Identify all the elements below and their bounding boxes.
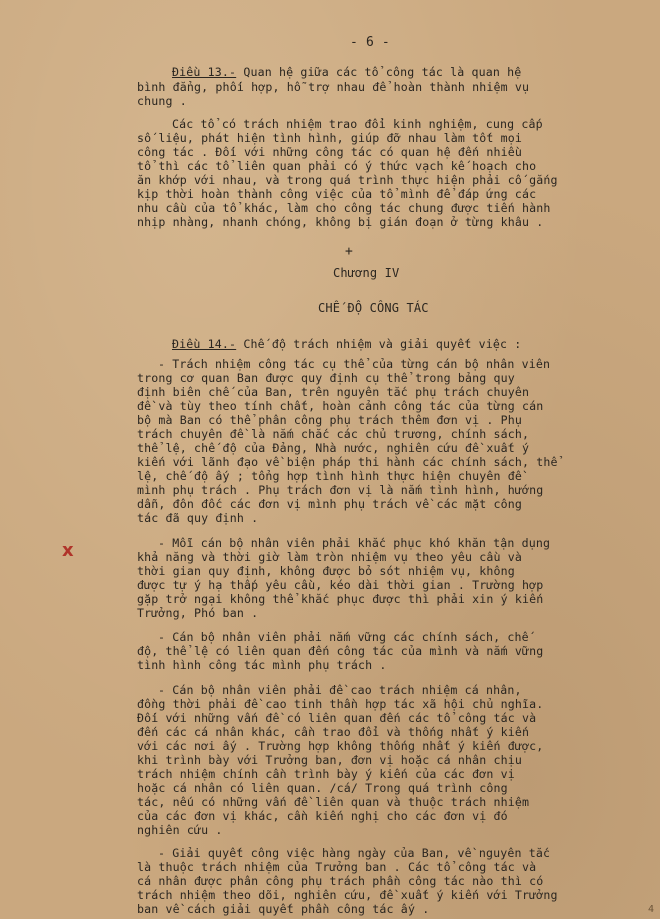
para3-line-0: - Cán bộ nhân viên phải nắm vững các chính sách, chế [158,630,529,644]
chapter-subtitle: CHẾ ĐỘ CÔNG TÁC [318,301,429,315]
para2-line-2: thời gian quy định, không được bỏ sót nhiệm vụ, không [137,564,515,578]
para4-line-6: trách nhiệm chính cần trình bày ý kiến của các đơn vị [137,767,515,781]
para1-line-7: kiến với lãnh đạo về biện pháp thi hành các chính sách, thể [137,455,558,469]
article13-line-7: ăn khớp với nhau, và trong quá trình thực hiện phải cố gắng [137,173,558,187]
para1-line-4: bộ mà Ban có thể phân công phụ trách thêm đơn vị . Phụ [137,413,523,427]
chapter-title: Chương IV [333,266,400,280]
para1-line-2: định biên chế của Ban, trên nguyên tắc phụ trách chuyên [137,385,530,399]
para4-line-7: hoặc cá nhân có liên quan. /cá/ Trong quá trình công [137,781,508,795]
article14-heading [172,337,521,351]
article14-label: Điều 14.- [172,337,237,351]
para1-line-0: - Trách nhiệm công tác cụ thể của từng cán bộ nhân viên [158,357,551,371]
cross-mark: + [345,244,353,259]
corner-number: 4 [647,904,654,915]
para1-line-5: trách chuyên đề là nắm chắc các chủ trương, chính sách, [137,427,530,441]
para5-line-4: ban về cách giải quyết phần công tác ấy . [137,902,430,916]
page-number: - 6 - [350,35,390,50]
para2-line-5: Trưởng, Phó ban . [137,606,259,620]
para2-line-4: gặp trở ngại không thể khắc phục được thì phải xin ý kiến [137,592,544,606]
para3-line-1: độ, thể lệ có liên quan đến công tác của mình và nắm vững [137,644,544,658]
article13-line-10: nhịp nhàng, nhanh chóng, không bị gián đoạn ở từng khâu . [137,215,544,229]
article13-line-5: công tác . Đối với những công tác có quan hệ đến nhiều [137,145,523,159]
article13-line-6: tổ thì các tổ liên quan phải có ý thức vạch kế hoạch cho [137,159,537,173]
article13-line-2: chung . [137,94,187,108]
para2-line-3: được tự ý hạ thấp yêu cầu, kéo dài thời gian . Trường hợp [137,578,544,592]
para4-line-2: Đối với những vấn đề có liên quan đến các tổ công tác và [137,711,537,725]
para4-line-10: nghiên cứu . [137,823,223,837]
para3-line-2: tình hình công tác mình phụ trách . [137,658,387,672]
para5-line-0: - Giải quyết công việc hàng ngày của Ban, về nguyên tắc [158,846,551,860]
para1-line-9: mình phụ trách . Phụ trách đơn vị là nắm tình hình, hướng [137,483,544,497]
para4-line-3: đến các cá nhân khác, cần trao đổi và thống nhất ý kiến [137,725,530,739]
article13-line-0: Quan hệ giữa các tổ công tác là quan hệ [243,65,522,79]
article13-line-9: nhu cầu của tổ khác, làm cho công tác chung được tiến hành [137,201,551,215]
article13-line-3: Các tổ có trách nhiệm trao đổi kinh nghiệm, cung cấp [172,117,543,131]
para5-line-1: là thuộc trách nhiệm của Trưởng ban . Các tổ công tác và [137,860,537,874]
article13-first-line [172,65,521,79]
para4-line-5: khi trình bày với Trưởng ban, đơn vị hoặc cá nhân chịu [137,753,523,767]
para4-line-0: - Cán bộ nhân viên phải đề cao trách nhiệm cá nhân, [158,683,522,697]
para1-line-6: thể lệ, chế độ của Đảng, Nhà nước, nghiên cứu đề xuất ý [137,441,530,455]
para5-line-3: trách nhiệm theo dõi, nghiên cứu, đề xuất ý kiến với Trưởng [137,888,558,902]
para1-line-3: đề và tùy theo tính chất, hoàn cảnh công tác của từng cán [137,399,544,413]
para4-line-4: với các nơi ấy . Trường hợp không thống nhất ý kiến được, [137,739,544,753]
para1-line-11: tác đã quy định . [137,511,259,525]
para2-line-1: khả năng và thời giờ làm tròn nhiệm vụ theo yêu cầu và [137,550,523,564]
para4-line-8: tác, nếu có những vấn đề liên quan và thuộc trách nhiệm [137,795,530,809]
para1-line-1: trong cơ quan Ban được quy định cụ thể trong bảng quy [137,371,515,385]
para2-line-0: - Mỗi cán bộ nhân viên phải khắc phục khó khăn tận dụng [158,536,551,550]
article14-heading-rest: Chế độ trách nhiệm và giải quyết việc : [243,337,522,351]
para4-line-9: của các đơn vị khác, cần kiến nghị cho các đơn vị đó [137,809,508,823]
margin-mark: x [62,540,74,561]
article13-line-4: số liệu, phát hiện tình hình, giúp đỡ nhau làm tốt mọi [137,131,523,145]
para4-line-1: đồng thời phải đề cao tinh thần hợp tác xã hội chủ nghĩa. [137,697,544,711]
article13-line-1: bình đẳng, phối hợp, hỗ trợ nhau để hoàn thành nhiệm vụ [137,80,530,94]
para1-line-10: dẫn, đôn đốc các đơn vị mình phụ trách về các mặt công [137,497,523,511]
para1-line-8: lệ, chế độ ấy ; tổng hợp tình hình thực hiện chuyên đề [137,469,523,483]
article13-line-8: kịp thời hoàn thành công việc của tổ mình để đáp ứng các [137,187,537,201]
para5-line-2: cá nhân được phân công phụ trách phần công tác nào thì có [137,874,544,888]
article13-label: Điều 13.- [172,65,237,79]
